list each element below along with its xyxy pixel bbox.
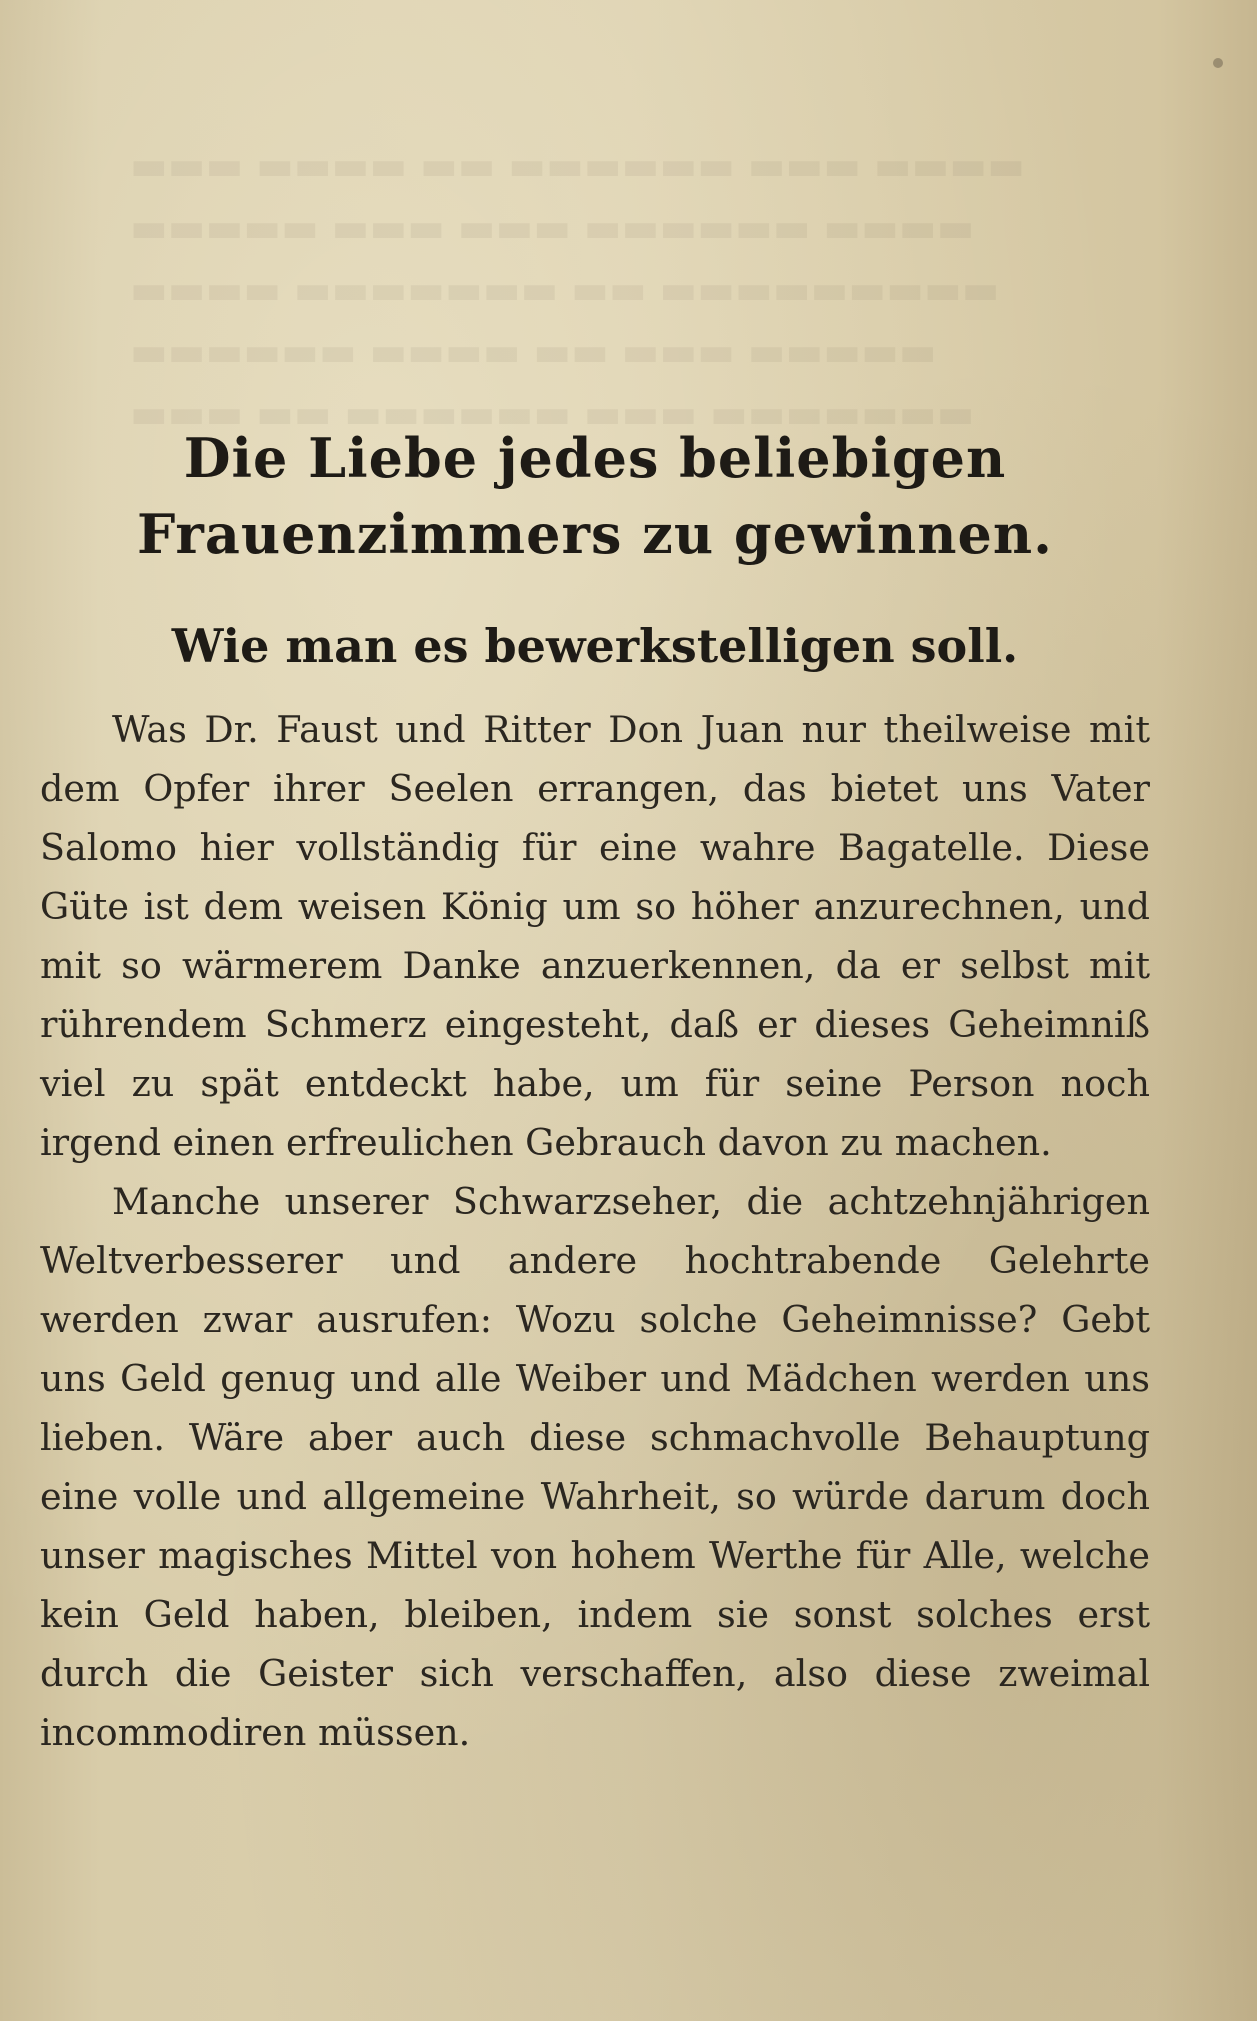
chapter-title: Die Liebe jedes beliebigen Frauenzimmers zu gewinnen. [137,426,1053,566]
body-paragraph-2: Manche unserer Schwarzseher, die achtzehnjährigen Weltverbesserer und andere hochtrabende Gelehrte werden zwar ausrufen: Wozu solche Geheimnisse? Gebt uns Geld genug und alle Weiber und Mädchen werden uns lieben. Wäre aber auch diese schmachvolle Behauptung eine volle und allgemeine Wahrheit, so würde darum doch unser magisches Mittel von hohem Werthe für Alle, welche kein Geld haben, bleiben, indem sie sonst solches erst durch die Geister sich verschaffen, also diese zweimal incommodiren müssen. [40,1180,1150,1754]
paper-speck [1213,58,1223,68]
chapter-subtitle: Wie man es bewerkstelligen soll. [171,619,1019,673]
body-paragraph-1: Was Dr. Faust und Ritter Don Juan nur theilweise mit dem Opfer ihrer Seelen errangen, das bietet uns Vater Salomo hier vollständig für eine wahre Bagatelle. Diese Güte ist dem weisen König um so höher anzurechnen, und mit so wärmerem Danke anzuerkennen, da er selbst mit rührendem Schmerz eingesteht, daß er dieses Geheimniß viel zu spät entdeckt habe, um für seine Person noch irgend einen erfreulichen Gebrauch davon zu machen. [40,708,1150,1164]
page-content [40,420,1150,1762]
show-through-texture: ▬▬▬ ▬▬▬▬ ▬▬ ▬▬▬▬▬▬ ▬▬▬ ▬▬▬▬ ▬▬▬▬▬ ▬▬▬ ▬▬▬ ▬▬▬▬▬▬ ▬▬▬▬ ▬▬▬▬ ▬▬▬▬▬▬▬ ▬▬ ▬▬▬▬▬▬▬▬▬ ▬▬▬▬▬▬ ▬▬▬▬ ▬▬ ▬▬▬ ▬▬▬▬▬ ▬▬▬ ▬▬ ▬▬▬▬▬▬ ▬▬▬ ▬▬▬▬▬▬▬ [130,143,1026,437]
